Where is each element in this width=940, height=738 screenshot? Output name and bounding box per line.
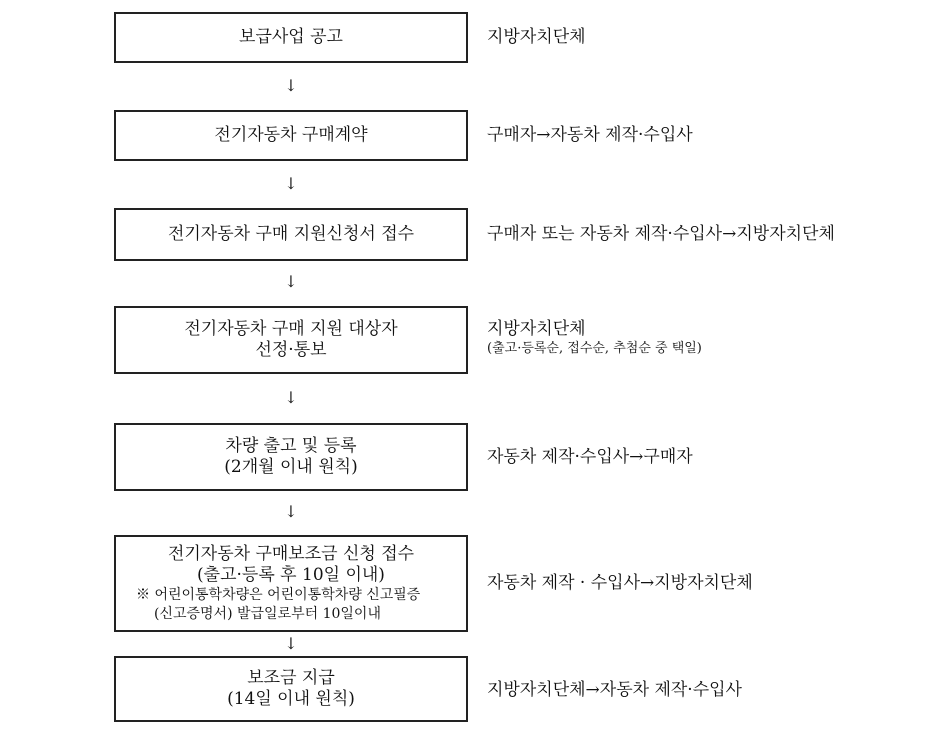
step-box-text: 보조금 지급 bbox=[247, 668, 335, 688]
step-actor-announcement bbox=[487, 27, 586, 48]
step-actor-application-receipt bbox=[487, 224, 835, 245]
step-box-vehicle-release bbox=[114, 423, 468, 491]
step-box-text: (출고·등록 후 10일 이내) bbox=[197, 564, 385, 585]
flow-arrow: ↓ bbox=[284, 174, 298, 193]
step-box-announcement bbox=[114, 12, 468, 63]
step-box-purchase-contract bbox=[114, 110, 468, 161]
step-actor-selection-notice bbox=[487, 319, 702, 358]
step-box-text: 선정·통보 bbox=[255, 340, 327, 360]
step-actor-subsidy-application bbox=[487, 573, 753, 594]
step-box-subsidy-payment bbox=[114, 656, 468, 722]
flow-arrow: ↓ bbox=[284, 76, 298, 95]
actor-text: 구매자→자동차 제작·수입사 bbox=[487, 125, 693, 145]
step-box-text: (2개월 이내 원칙) bbox=[224, 457, 358, 477]
actor-text: 자동차 제작·수입사→구매자 bbox=[487, 447, 693, 467]
step-actor-vehicle-release bbox=[487, 447, 693, 468]
flow-arrow: ↓ bbox=[284, 272, 298, 291]
flow-arrow: ↓ bbox=[284, 502, 298, 521]
actor-text: 구매자 또는 자동차 제작·수입사→지방자치단체 bbox=[487, 224, 835, 244]
step-box-text: 전기자동차 구매계약 bbox=[214, 125, 368, 145]
flow-arrow: ↓ bbox=[284, 634, 298, 653]
step-box-selection-notice bbox=[114, 306, 468, 374]
actor-text: 지방자치단체 bbox=[487, 27, 586, 47]
step-box-subsidy-application bbox=[114, 535, 468, 632]
actor-text: 자동차 제작 · 수입사→지방자치단체 bbox=[487, 573, 753, 593]
step-actor-subsidy-payment bbox=[487, 680, 742, 701]
step-box-text: 전기자동차 구매 지원 대상자 bbox=[184, 319, 398, 339]
step-actor-purchase-contract bbox=[487, 125, 693, 146]
actor-text: 지방자치단체→자동차 제작·수입사 bbox=[487, 680, 742, 700]
actor-subtext: (출고·등록순, 접수순, 추첨순 중 택일) bbox=[487, 341, 702, 356]
step-box-application-receipt bbox=[114, 208, 468, 261]
step-box-note: (신고증명서) 발급일로부터 10일이내 bbox=[154, 605, 381, 622]
step-box-text: (14일 이내 원칙) bbox=[227, 689, 355, 709]
step-box-text: 차량 출고 및 등록 bbox=[225, 436, 357, 456]
step-box-note: ※ 어린이통학차량은 어린이통학차량 신고필증 bbox=[136, 586, 421, 603]
actor-text: 지방자치단체 bbox=[487, 319, 586, 339]
step-box-text: 전기자동차 구매보조금 신청 접수 bbox=[167, 543, 415, 564]
step-box-text: 전기자동차 구매 지원신청서 접수 bbox=[167, 224, 415, 244]
flow-arrow: ↓ bbox=[284, 388, 298, 407]
step-box-text: 보급사업 공고 bbox=[239, 27, 343, 47]
